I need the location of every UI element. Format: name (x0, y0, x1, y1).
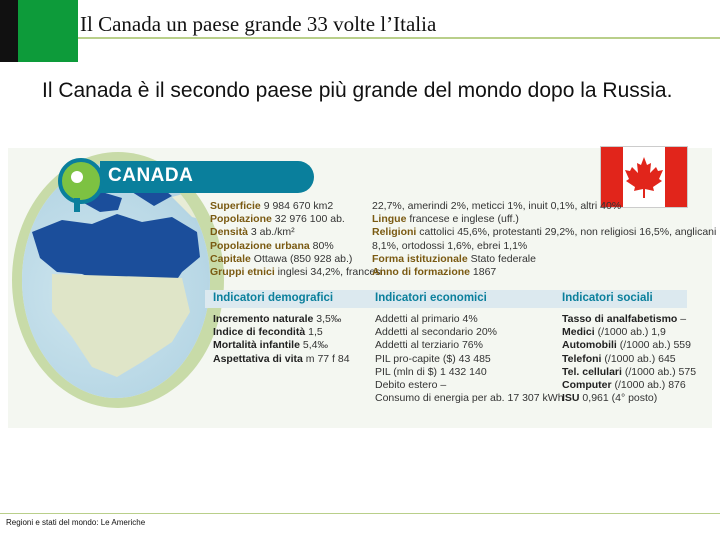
indicator-row: Tel. cellulari (/1000 ab.) 575 (562, 365, 697, 378)
fact-row: Superficie 9 984 670 km2 (210, 200, 334, 212)
indicator-row: Addetti al secondario 20% (375, 326, 497, 339)
north-america-map-icon (22, 162, 210, 398)
country-title: CANADA (108, 165, 194, 186)
fact-row: Religioni cattolici 45,6%, protestanti 29,2%, non religiosi 16,5%, anglicani (372, 226, 717, 239)
slide-footer: Regioni e stati del mondo: Le Americhe (6, 518, 146, 527)
general-facts-right (372, 200, 716, 279)
indicator-row: Medici (/1000 ab.) 1,9 (562, 326, 666, 339)
left-green-bar (18, 0, 78, 62)
indicator-row: Computer (/1000 ab.) 876 (562, 379, 686, 392)
slide-subtitle: Il Canada è il secondo paese più grande del mondo dopo la Russia. (42, 79, 673, 102)
left-black-bar (0, 0, 18, 62)
indicator-row: Tasso di analfabetismo – (562, 313, 687, 325)
footer-line (0, 513, 720, 514)
fact-row: Popolazione 32 976 100 ab. (210, 213, 345, 226)
fact-row: Capitale Ottawa (850 928 ab.) (210, 252, 353, 265)
fact-row: Popolazione urbana 80% (210, 239, 334, 252)
title-underline (78, 37, 720, 39)
canada-flag-icon (600, 146, 688, 208)
globe-map (22, 162, 210, 398)
indicator-row: Addetti al terziario 76% (375, 339, 483, 352)
fact-row: 22,7%, amerindi 2%, meticci 1%, inuit 0,1%, altri 40% (372, 200, 622, 212)
general-facts-left (210, 200, 383, 279)
fact-row: Densità 3 ab./km² (210, 226, 295, 239)
indicator-row: ISU 0,961 (4° posto) (562, 392, 658, 405)
social-indicators-heading: Indicatori sociali (562, 292, 653, 304)
indicator-row: Automobili (/1000 ab.) 559 (562, 339, 691, 352)
fact-row: Gruppi etnici inglesi 34,2%, francesi (210, 266, 383, 279)
pin-stem (74, 198, 80, 212)
indicator-row: Consumo di energia per ab. 17 307 kWh (375, 392, 564, 405)
indicator-row: Addetti al primario 4% (375, 313, 478, 325)
indicator-row: Aspettativa di vita m 77 f 84 (213, 352, 350, 365)
indicator-row: PIL (mln di $) 1 432 140 (375, 365, 487, 378)
indicator-row: Debito estero – (375, 379, 447, 392)
fact-row: Forma istituzionale Stato federale (372, 252, 536, 265)
indicator-row: Indice di fecondità 1,5 (213, 326, 323, 339)
economic-indicators (375, 313, 564, 405)
indicator-row: PIL pro-capite ($) 43 485 (375, 352, 491, 365)
fact-row: Anno di formazione 1867 (372, 266, 497, 279)
pin-dot (71, 171, 83, 183)
economic-indicators-heading: Indicatori economici (375, 292, 487, 304)
fact-row: 8,1%, ortodossi 1,6%, ebrei 1,1% (372, 239, 528, 252)
slide-title: Il Canada un paese grande 33 volte l’Italia (80, 12, 437, 36)
indicator-row: Mortalità infantile 5,4‰ (213, 339, 328, 352)
social-indicators (562, 313, 696, 405)
indicator-row: Telefoni (/1000 ab.) 645 (562, 352, 676, 365)
indicator-row: Incremento naturale 3,5‰ (213, 313, 342, 325)
fact-row: Lingue francese e inglese (uff.) (372, 213, 519, 226)
demographic-indicators-heading: Indicatori demografici (213, 292, 334, 304)
demographic-indicators (213, 313, 350, 366)
